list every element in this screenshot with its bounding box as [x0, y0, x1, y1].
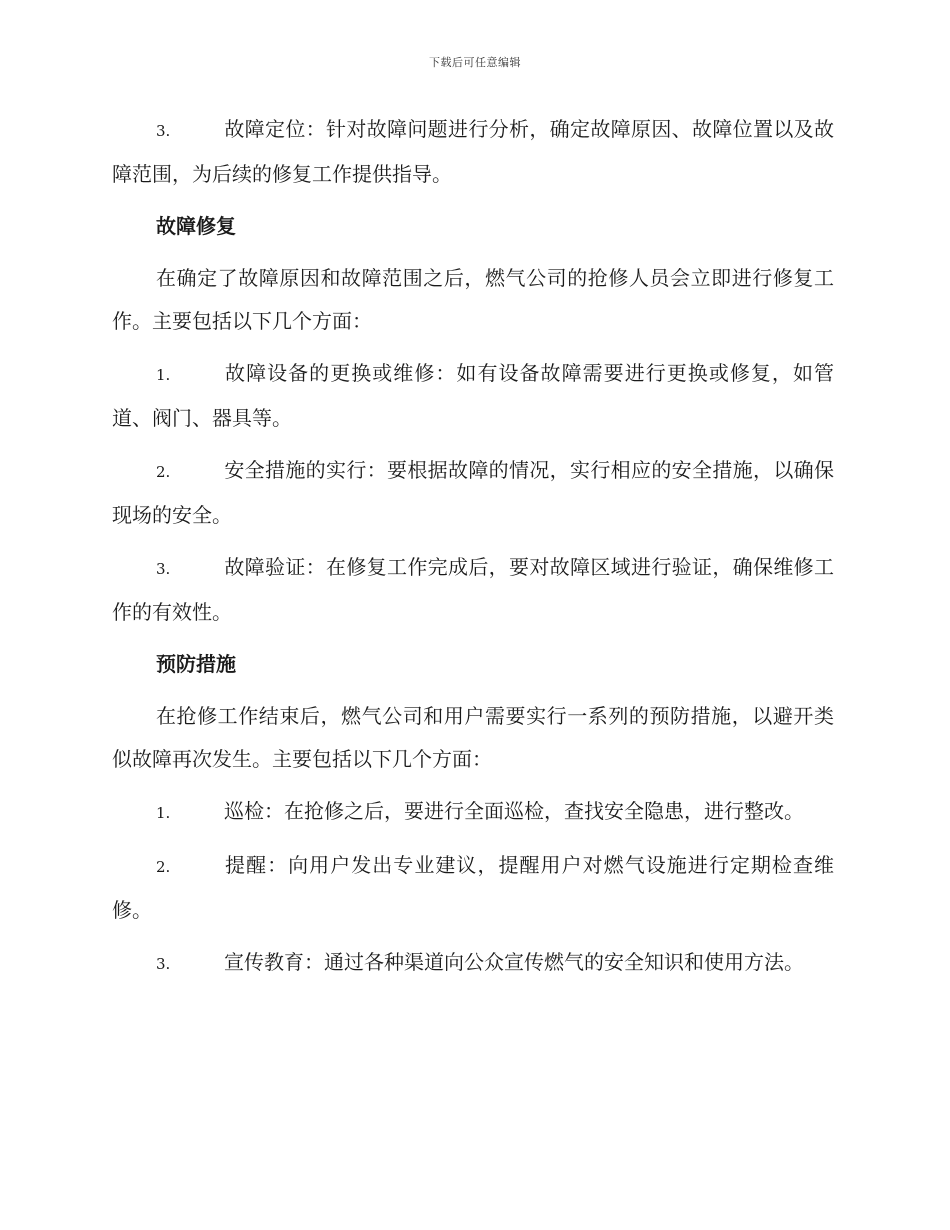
list-number: 3.	[156, 122, 171, 140]
list-number: 3.	[156, 955, 171, 973]
list-number: 1.	[156, 804, 171, 822]
page-header: 下载后可任意编辑	[429, 56, 521, 69]
list-item-text: 故障验证：在修复工作完成后，要对故障区域进行验证，确保维修工作的有效性。	[112, 555, 834, 624]
list-item-text: 故障设备的更换或维修：如有设备故障需要进行更换或修复，如管道、阀门、器具等。	[112, 361, 834, 430]
list-item-text: 巡检：在抢修之后，要进行全面巡检，查找安全隐患，进行整改。	[224, 799, 804, 823]
list-item	[112, 941, 834, 986]
list-item-fault-location	[112, 108, 834, 196]
document-body	[112, 108, 834, 995]
section-heading-repair: 故障修复	[156, 214, 236, 238]
list-item-text: 提醒：向用户发出专业建议，提醒用户对燃气设施进行定期检查维修。	[112, 853, 834, 922]
section-intro-prevention: 在抢修工作结束后，燃气公司和用户需要实行一系列的预防措施，以避开类似故障再次发生。主要包括以下几个方面：	[112, 704, 834, 771]
list-number: 3.	[156, 560, 171, 578]
list-item-text: 宣传教育：通过各种渠道向公众宣传燃气的安全知识和使用方法。	[224, 950, 804, 974]
section-heading-prevention: 预防措施	[156, 652, 236, 676]
list-item	[112, 546, 834, 634]
section-intro-repair: 在确定了故障原因和故障范围之后，燃气公司的抢修人员会立即进行修复工作。主要包括以下几个方面：	[112, 266, 834, 333]
list-number: 2.	[156, 858, 171, 876]
list-item	[112, 449, 834, 537]
list-number: 1.	[156, 366, 171, 384]
list-item-text: 故障定位：针对故障问题进行分析，确定故障原因、故障位置以及故障范围，为后续的修复工作提供指导。	[112, 117, 834, 186]
list-item	[112, 790, 834, 835]
list-number: 2.	[156, 463, 171, 481]
list-item	[112, 352, 834, 440]
list-item-text: 安全措施的实行：要根据故障的情况，实行相应的安全措施，以确保现场的安全。	[112, 458, 834, 527]
list-item	[112, 844, 834, 932]
